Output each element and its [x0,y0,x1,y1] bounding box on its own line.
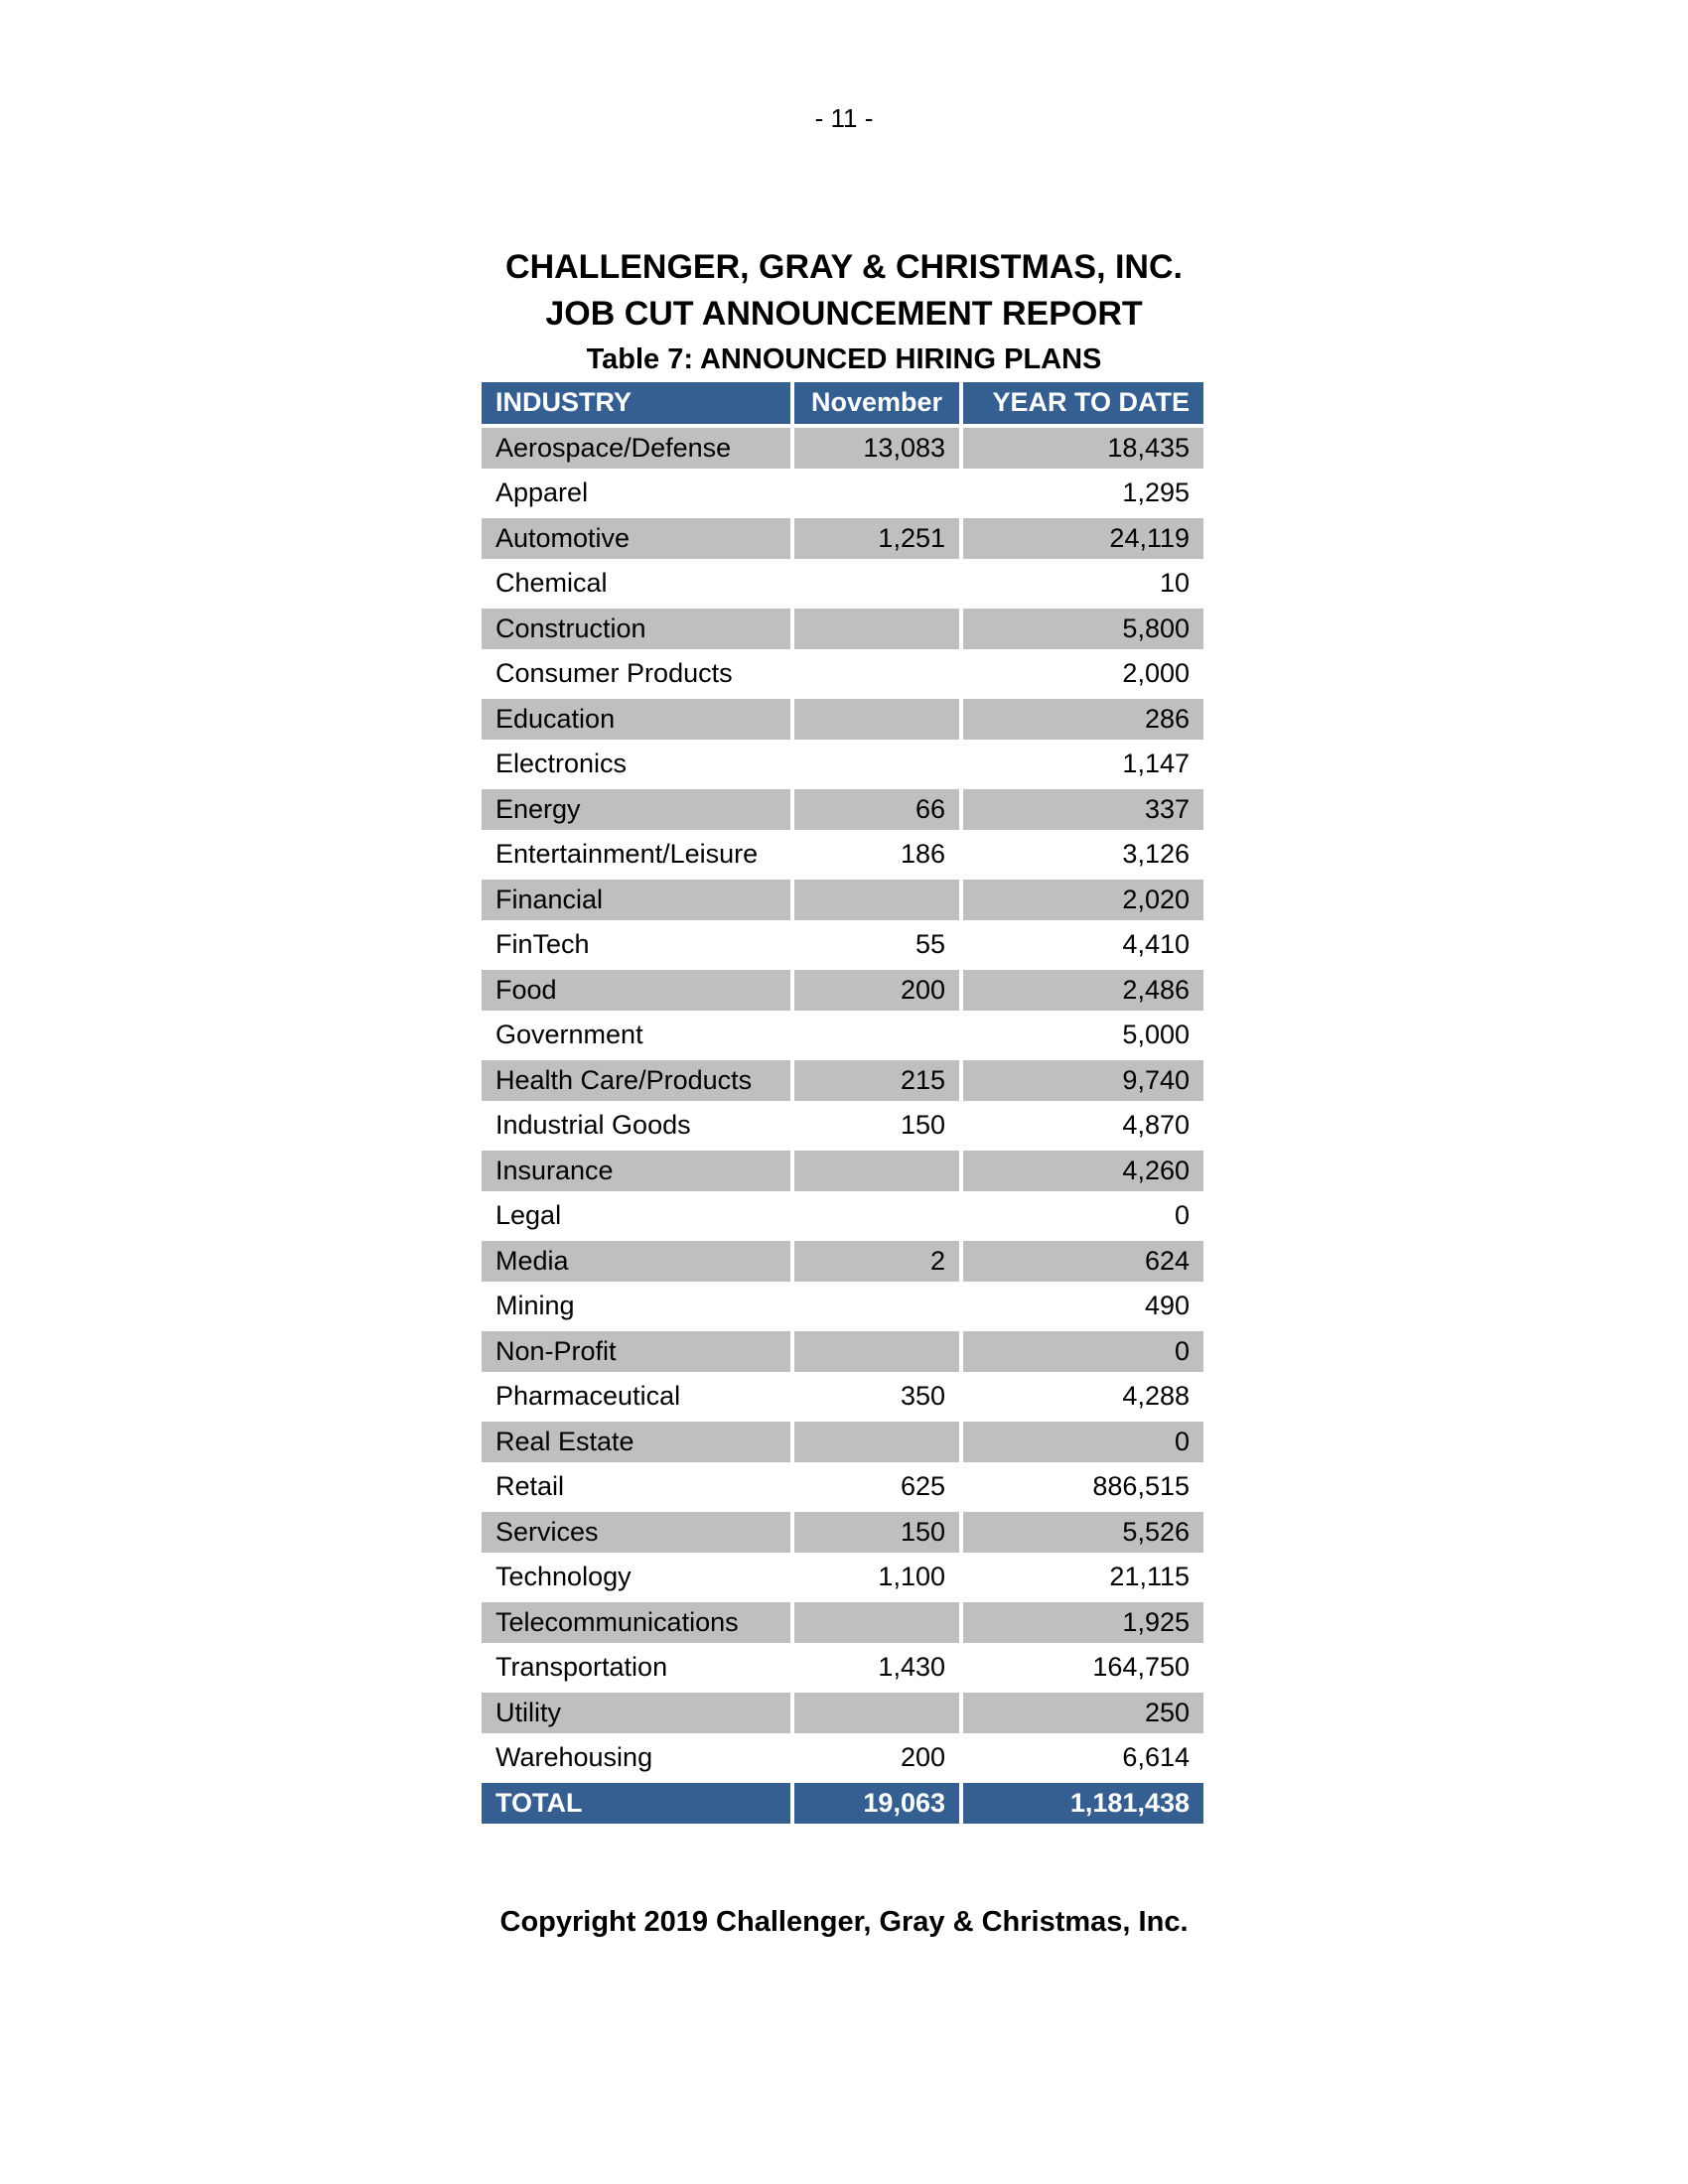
table-row [482,1466,1203,1508]
industry-cell: Real Estate [482,1422,790,1463]
november-cell [794,563,959,605]
copyright-notice: Copyright 2019 Challenger, Gray & Christmas, Inc. [499,1906,1189,1938]
industry-cell: Services [482,1512,790,1554]
industry-cell: Telecommunications [482,1602,790,1644]
industry-cell: Apparel [482,473,790,514]
industry-cell: Industrial Goods [482,1105,790,1147]
november-cell [794,880,959,921]
table-row [482,1151,1203,1192]
year-to-date-cell: 1,925 [963,1602,1203,1644]
table-row [482,744,1203,785]
year-to-date-cell: 886,515 [963,1466,1203,1508]
year-to-date-cell: 4,410 [963,924,1203,966]
table-row [482,1241,1203,1283]
year-to-date-cell: 3,126 [963,834,1203,876]
industry-cell: Construction [482,609,790,650]
november-cell [794,653,959,695]
year-to-date-cell: 0 [963,1331,1203,1373]
table-row [482,1647,1203,1689]
industry-cell: Government [482,1015,790,1056]
industry-cell: Entertainment/Leisure [482,834,790,876]
total-year-to-date: 1,181,438 [963,1783,1203,1825]
table-row [482,473,1203,514]
year-to-date-cell: 337 [963,789,1203,831]
year-to-date-cell: 2,000 [963,653,1203,695]
november-cell: 215 [794,1060,959,1102]
table-row [482,699,1203,741]
company-title: CHALLENGER, GRAY & CHRISTMAS, INC. [505,248,1183,286]
page-number: - 11 - [814,103,874,133]
table-title: Table 7: ANNOUNCED HIRING PLANS [586,343,1102,375]
november-cell: 1,100 [794,1557,959,1598]
november-cell: 200 [794,970,959,1012]
header-year-to-date: YEAR TO DATE [963,382,1203,424]
november-cell: 186 [794,834,959,876]
year-to-date-cell: 286 [963,699,1203,741]
total-label: TOTAL [482,1783,790,1825]
industry-cell: Utility [482,1693,790,1734]
november-cell: 13,083 [794,428,959,470]
table-row [482,1512,1203,1554]
year-to-date-cell: 624 [963,1241,1203,1283]
header-industry: INDUSTRY [482,382,790,424]
table-header-row [482,382,1203,424]
year-to-date-cell: 250 [963,1693,1203,1734]
industry-cell: Legal [482,1195,790,1237]
november-cell [794,609,959,650]
year-to-date-cell: 9,740 [963,1060,1203,1102]
table-row [482,880,1203,921]
industry-cell: Chemical [482,563,790,605]
table-body [482,428,1203,1779]
year-to-date-cell: 4,260 [963,1151,1203,1192]
industry-cell: Education [482,699,790,741]
year-to-date-cell: 2,020 [963,880,1203,921]
year-to-date-cell: 21,115 [963,1557,1203,1598]
industry-cell: Health Care/Products [482,1060,790,1102]
table-row [482,924,1203,966]
industry-cell: Consumer Products [482,653,790,695]
table-row [482,1422,1203,1463]
year-to-date-cell: 1,147 [963,744,1203,785]
november-cell [794,1286,959,1327]
november-cell [794,744,959,785]
table-row [482,563,1203,605]
report-title: JOB CUT ANNOUNCEMENT REPORT [545,295,1143,333]
year-to-date-cell: 5,800 [963,609,1203,650]
industry-cell: Media [482,1241,790,1283]
industry-cell: Pharmaceutical [482,1376,790,1418]
industry-cell: Non-Profit [482,1331,790,1373]
industry-cell: Energy [482,789,790,831]
industry-cell: Warehousing [482,1737,790,1779]
industry-cell: Retail [482,1466,790,1508]
year-to-date-cell: 5,000 [963,1015,1203,1056]
november-cell [794,699,959,741]
industry-cell: Automotive [482,518,790,560]
november-cell: 1,251 [794,518,959,560]
industry-cell: Food [482,970,790,1012]
november-cell [794,1195,959,1237]
november-cell: 200 [794,1737,959,1779]
year-to-date-cell: 5,526 [963,1512,1203,1554]
table-row [482,1195,1203,1237]
table-row [482,970,1203,1012]
november-cell [794,1693,959,1734]
year-to-date-cell: 18,435 [963,428,1203,470]
year-to-date-cell: 4,288 [963,1376,1203,1418]
year-to-date-cell: 490 [963,1286,1203,1327]
november-cell: 1,430 [794,1647,959,1689]
table-row [482,1737,1203,1779]
november-cell: 350 [794,1376,959,1418]
november-cell [794,1422,959,1463]
november-cell: 150 [794,1105,959,1147]
table-row [482,834,1203,876]
table-row [482,789,1203,831]
table-row [482,1015,1203,1056]
table-row [482,1105,1203,1147]
table-row [482,609,1203,650]
year-to-date-cell: 0 [963,1422,1203,1463]
hiring-plans-table [478,378,1207,1828]
industry-cell: Electronics [482,744,790,785]
november-cell [794,1602,959,1644]
year-to-date-cell: 24,119 [963,518,1203,560]
industry-cell: Insurance [482,1151,790,1192]
industry-cell: Financial [482,880,790,921]
table-row [482,1602,1203,1644]
table-row [482,1693,1203,1734]
november-cell: 2 [794,1241,959,1283]
year-to-date-cell: 4,870 [963,1105,1203,1147]
industry-cell: Mining [482,1286,790,1327]
industry-cell: Aerospace/Defense [482,428,790,470]
november-cell [794,473,959,514]
industry-cell: Technology [482,1557,790,1598]
table-row [482,653,1203,695]
november-cell [794,1015,959,1056]
table-row [482,428,1203,470]
table-row [482,1286,1203,1327]
header-november: November [794,382,959,424]
november-cell: 55 [794,924,959,966]
november-cell [794,1331,959,1373]
november-cell: 625 [794,1466,959,1508]
year-to-date-cell: 1,295 [963,473,1203,514]
table-row [482,1060,1203,1102]
total-november: 19,063 [794,1783,959,1825]
year-to-date-cell: 164,750 [963,1647,1203,1689]
table-row [482,1557,1203,1598]
year-to-date-cell: 10 [963,563,1203,605]
november-cell: 150 [794,1512,959,1554]
table-row [482,1331,1203,1373]
industry-cell: FinTech [482,924,790,966]
table-row [482,1376,1203,1418]
year-to-date-cell: 0 [963,1195,1203,1237]
year-to-date-cell: 2,486 [963,970,1203,1012]
november-cell: 66 [794,789,959,831]
industry-cell: Transportation [482,1647,790,1689]
year-to-date-cell: 6,614 [963,1737,1203,1779]
total-row [482,1783,1203,1825]
november-cell [794,1151,959,1192]
table-row [482,518,1203,560]
